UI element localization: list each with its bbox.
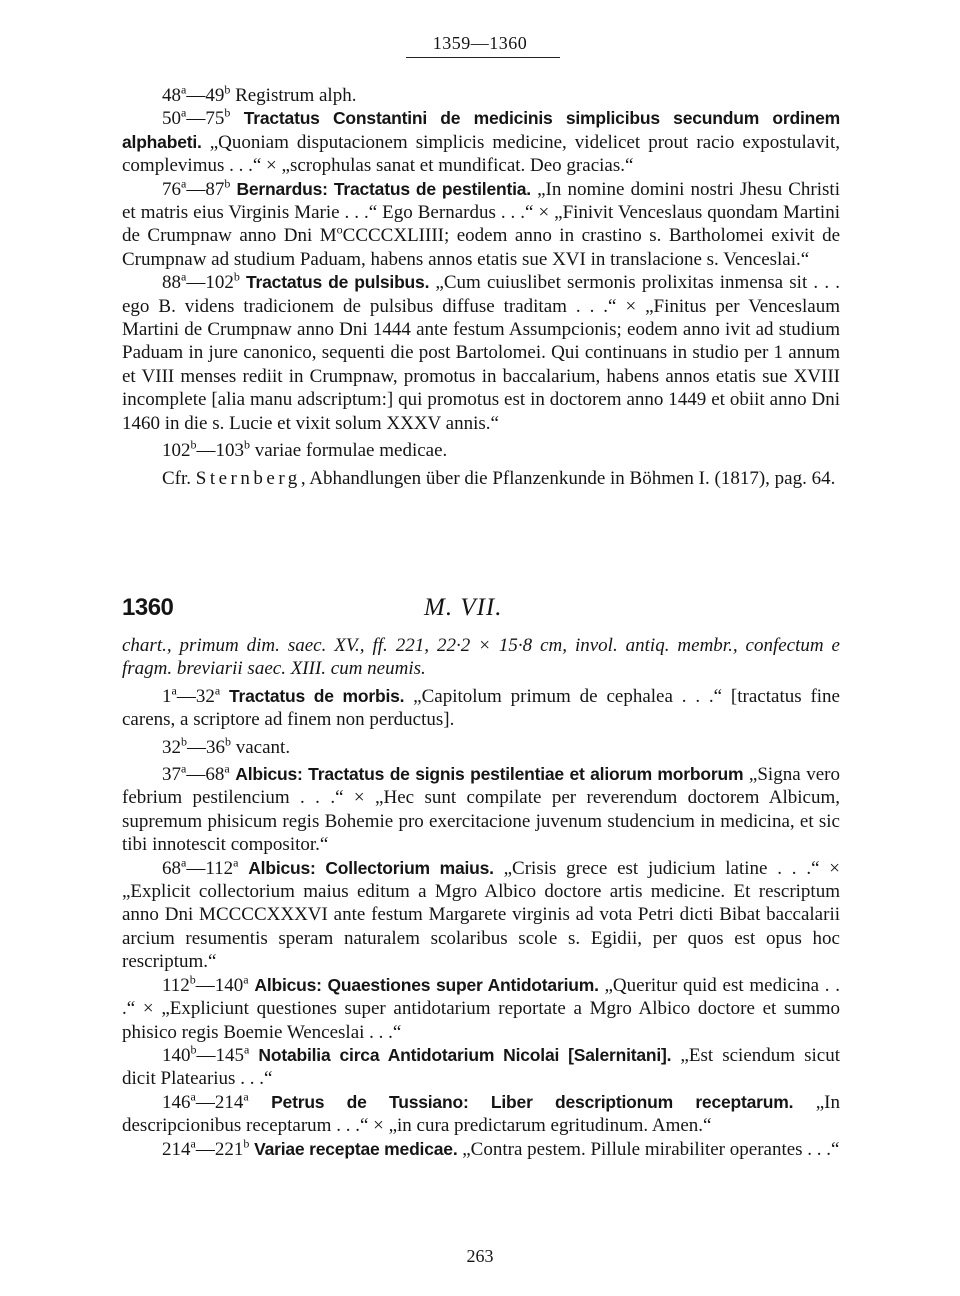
folio-range: 68$^a$—112$^a$ [162,855,239,879]
entry-petrus-tussiano: 146$^a$—214$^a$ Petrus de Tussiano: Liber descriptionum receptarum. „In descripcionibus receptarum . . .“ × „in cura predictarum egritudinum. Amen.“ [122,1089,840,1137]
entry-formulae: 102$^b$—103$^b$ variae formulae medicae. [162,437,448,462]
entry-title: Albicus: Collectorium maius. [248,857,494,878]
manuscript-heading [122,594,840,628]
folio-range: 112$^b$—140$^a$ [162,972,249,996]
folio-range: 88$^a$—102$^b$ [162,269,240,294]
entry-constantinus: 50$^a$—75$^b$ Tractatus Constantini de medicinis simplicibus secundum ordinem alphabeti. „Quoniam disputacionem simplicis medicine, videlicet prout racio expostulavit, complevimus . . .“ × „scrophulas sanat et mundificat. Deo gracias.“ [122,106,840,177]
folio-range: 76$^a$—87$^b$ [162,176,231,200]
entry-registrum: 48$^a$—49$^b$ Registrum alph. [162,82,357,106]
entries-ms-1360 [122,634,840,1161]
manuscript-description: chart., primum dim. saec. XV., ff. 221, 22·2 × 15·8 cm, invol. antiq. membr., confectum e fragm. breviarii saec. XIII. cum neumis. [122,635,840,680]
entry-pulsibus: 88$^a$—102$^b$ Tractatus de pulsibus. „Cum cuiuslibet sermonis prolixitas inmensa sit . . . ego B. videns tradicionem de pulsibus diffuse traditam . . .“ × „Finitus per Venceslaum Martini de Crumpnaw anno Dni 1444 ante festum Assumpcionis; eodem anno ivit ad studium Paduam in jure canonico, sequenti die post Bartolomei. Qui continuans in studio per 1 annum et VIII menses rediit in Crumpnaw, promotus in baccalarium, habens annos etatis sue XVIII incomplete [alia manu adscriptum:] qui promotus est in doctorem anno 1449 et obiit anno Dni 1460 in die s. Lucie et vixit solum XXXV annis.“ [122,269,841,434]
manuscript-number: 1360 [122,594,174,621]
entry-title: Variae receptae medicae. [254,1138,458,1159]
manuscript-siglum: M. VII. [424,594,503,621]
page-number: 263 [466,1246,494,1266]
folio-range: 146$^a$—214$^a$ [162,1089,249,1113]
entry-morbis: 1$^a$—32$^a$ Tractatus de morbis. „Capitolum primum de cephalea . . .“ [tractatus fine carens, a scriptore ad finem non perductus]. [122,683,840,731]
author-name: Sternberg [195,467,301,489]
entry-title: Tractatus de pulsibus. [246,272,430,293]
bibliography-note: Cfr. Sternberg, Abhandlungen über die Pflanzenkunde in Böhmen I. (1817), pag. 64. [162,467,836,489]
entry-albicus-signis: 37$^a$—68$^a$ Albicus: Tractatus de signis pestilentiae et aliorum morborum „Signa vero febrium pestilencium . . .“ × „Hec sunt compilate per reverendum doctorem Albicum, supremum phisicum regis Bohemie pro exercitacione juvenum studencium in medicina, et sic tibi innotescit compositor.“ [122,761,840,856]
folio-range: 1$^a$—32$^a$ [162,683,221,707]
entries-ms-1359 [122,84,840,490]
folio-range: 50$^a$—75$^b$ [162,106,231,130]
folio-range: 140$^b$—145$^a$ [162,1042,250,1066]
folio-range: 214$^a$—221$^b$ [162,1136,250,1160]
entry-title: Petrus de Tussiano: Liber descriptionum receptarum. [271,1091,794,1112]
entry-albicus-collectorium: 68$^a$—112$^a$ Albicus: Collectorium maius. „Crisis grece est judicium latine . . .“ × „Explicit collectorium maius editum a Mgro Albico doctore artis medicine. Et rescriptum anno Dni MCCCCXXXVI ante festum Margarete virginis ad vota Petri dicti Bibat baccalarii arcium resumentis speram naturalem scolaribus scole s. Egidii, per quos est opus hoc rescriptum.“ [122,855,840,973]
entry-receptae: 214$^a$—221$^b$ Variae receptae medicae. „Contra pestem. Pillule mirabiliter operantes . . .“ [162,1136,840,1160]
folio-range: 102$^b$—103$^b$ [162,437,250,462]
entry-title: Tractatus de morbis. [229,685,405,706]
folio-range: 37$^a$—68$^a$ [162,761,230,786]
entry-title: Albicus: Tractatus de signis pestilentiae et aliorum morborum [235,764,744,785]
folio-range: 48$^a$—49$^b$ [162,82,231,106]
entry-notabilia: 140$^b$—145$^a$ Notabilia circa Antidotarium Nicolai [Salernitani]. „Est sciendum sicut dicit Platearius . . .“ [122,1042,840,1090]
entry-title: Tractatus Constantini de medicinis simplicibus secundum ordinem alphabeti. [122,108,840,152]
entry-albicus-quaestiones: 112$^b$—140$^a$ Albicus: Quaestiones super Antidotarium. „Queritur quid est medicina . . .“ × „Expliciunt questiones super antidotarium reportate a Mgro Albico doctore et summo phisico regis Boemie Wenceslai . . .“ [122,972,841,1043]
folio-range: 32$^b$—36$^b$ [162,734,231,758]
entry-title: Bernardus: Tractatus de pestilentia. [236,178,531,199]
entry-vacant: 32$^b$—36$^b$ vacant. [162,734,291,758]
running-head: 1359—1360 [432,33,528,53]
entry-bernardus: 76$^a$—87$^b$ Bernardus: Tractatus de pestilentia. „In nomine domini nostri Jhesu Christi et matris eius Virginis Marie . . .“ Ego Bernardus . . .“ × „Finivit Venceslaus quondam Martini de Crumpnaw anno Dni $M^oCCCCXLIIII$; eodem anno in crastino s. Bartholomei exivit de Crumpnaw ad studium Paduam, habens annos etatis sue XVI in translacione s. Venceslai.“ [122,176,840,270]
header-rule [406,57,560,58]
entry-title: Albicus: Quaestiones super Antidotarium. [254,974,599,995]
entry-title: Notabilia circa Antidotarium Nicolai [Salernitani]. [258,1044,672,1065]
